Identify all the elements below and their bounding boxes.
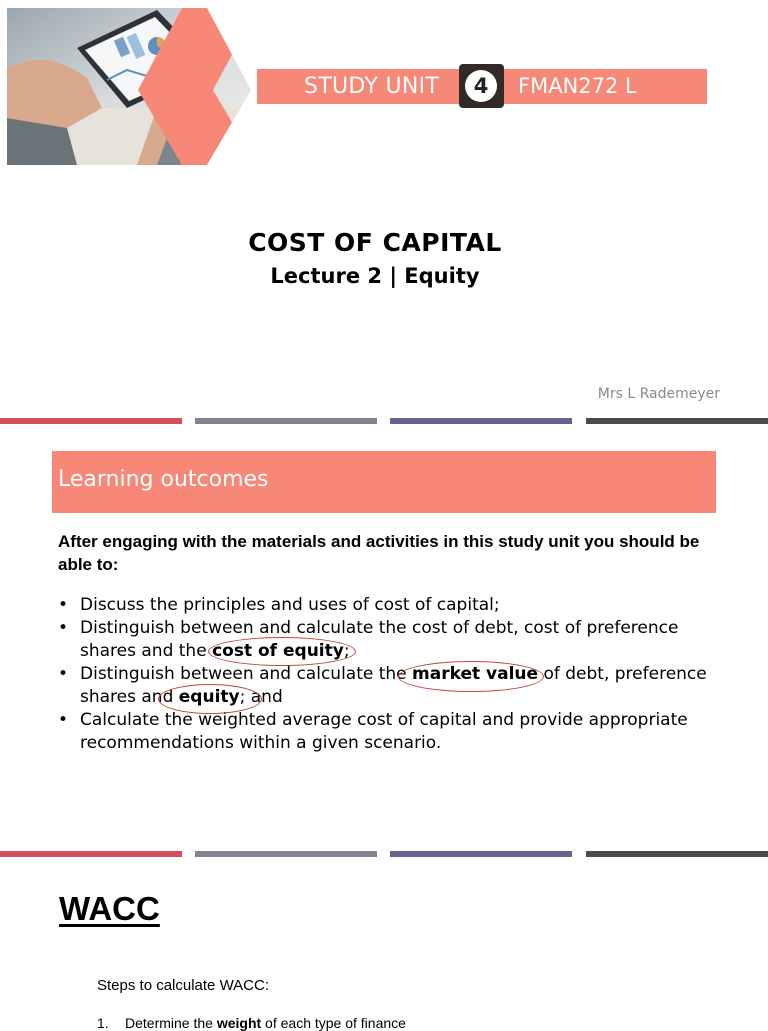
learning-outcome-item (58, 617, 738, 663)
learning-outcome-item (58, 594, 738, 617)
outcome-text: ; and (239, 687, 283, 707)
outcome-text: ; (343, 641, 350, 661)
wacc-title: WACC (59, 890, 160, 927)
presenter-name: Mrs L Rademeyer (597, 386, 720, 402)
outcome-text: of debt, preference shares and (80, 664, 707, 707)
divider-segment-dark (586, 851, 768, 857)
course-code: FMAN272 L (518, 74, 637, 98)
slide-divider (0, 418, 768, 424)
step-text-before: Determine the (125, 1015, 217, 1031)
page-subtitle: Lecture 2 | Equity (270, 264, 480, 288)
step-text-after: of each type of finance (261, 1015, 406, 1031)
emphasis-text: equity (178, 687, 240, 707)
page-title: COST OF CAPITAL (248, 228, 502, 257)
bullet-icon: • (58, 595, 69, 615)
outcome-text: Distinguish between and calculate the (80, 664, 413, 684)
outcome-text: Distinguish between and calculate the cost of debt, cost of preference shares and the (80, 618, 679, 661)
outcome-text: Discuss the principles and uses of cost of capital; (80, 595, 500, 615)
divider-segment-purple (390, 418, 572, 424)
divider-segment-red (0, 851, 182, 857)
bullet-icon: • (58, 710, 69, 730)
step-number: 1. (97, 1015, 109, 1031)
learning-outcome-item (58, 709, 738, 755)
emphasis-text: cost of equity (212, 641, 344, 661)
learning-outcomes-title: Learning outcomes (58, 467, 269, 492)
emphasis-text: market value (412, 664, 539, 684)
unit-number: 4 (465, 70, 497, 102)
annotation-oval-shares (208, 637, 356, 666)
learning-outcomes-intro: After engaging with the materials and activities in this study unit you should be able to: (58, 532, 700, 574)
divider-segment-grey (195, 418, 377, 424)
study-unit-label: STUDY UNIT (304, 74, 440, 99)
divider-segment-red (0, 418, 182, 424)
annotation-oval-market-value (398, 661, 544, 692)
divider-segment-dark (586, 418, 768, 424)
hero-photo (7, 8, 257, 165)
bullet-icon: • (58, 664, 69, 684)
divider-segment-purple (390, 851, 572, 857)
steps-intro: Steps to calculate WACC: (97, 977, 270, 994)
bullet-icon: • (58, 618, 69, 638)
tablet-chart-photo-icon (7, 8, 257, 165)
slide-divider (0, 851, 768, 857)
outcome-text: Calculate the weighted average cost of capital and provide appropriate recommendations within a given scenario. (80, 710, 688, 753)
annotation-oval-preference-shares (158, 684, 262, 714)
step-item (97, 1015, 406, 1031)
divider-segment-grey (195, 851, 377, 857)
step-text-bold: weight (216, 1015, 262, 1031)
